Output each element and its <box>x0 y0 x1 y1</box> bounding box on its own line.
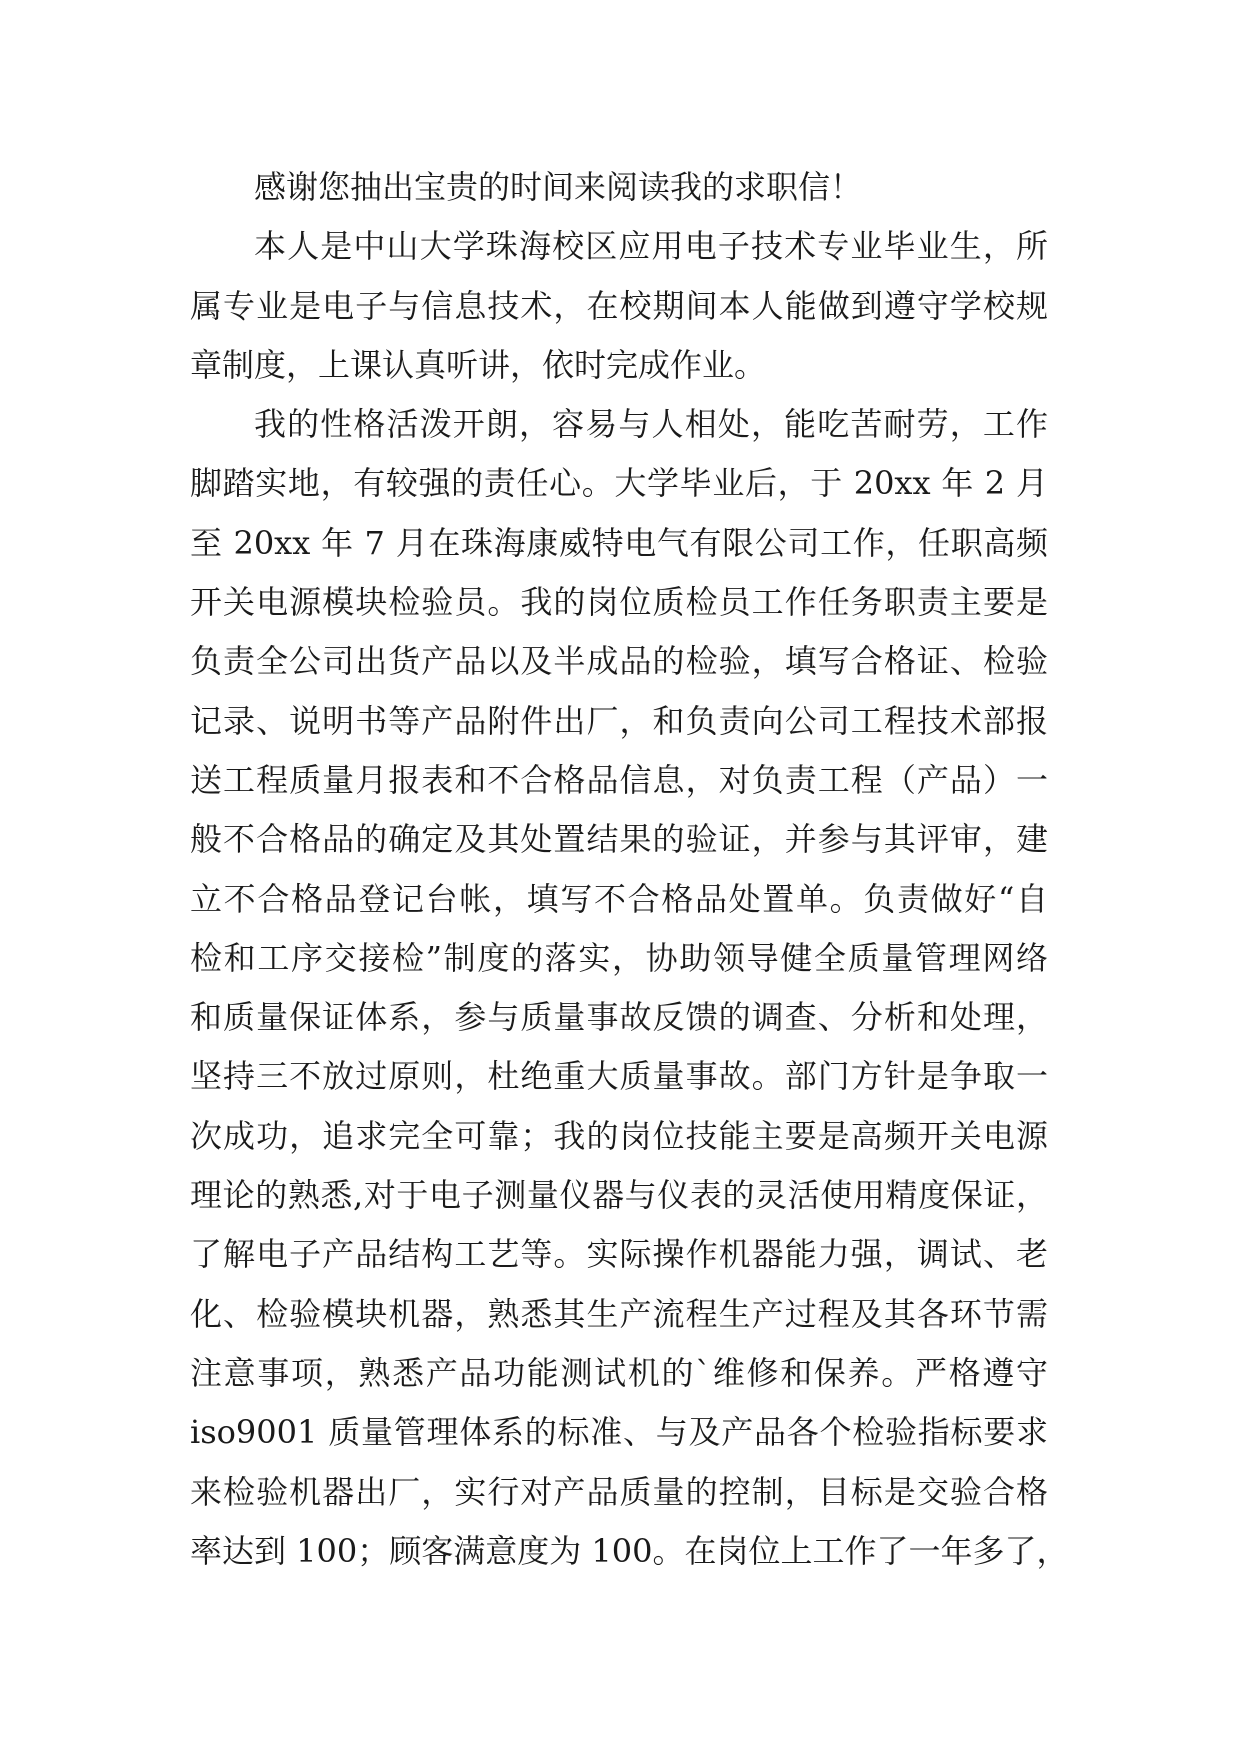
text-line: 本人是中山大学珠海校区应用电子技术专业毕业生，所 <box>254 227 1048 266</box>
text-line: 次成功，追求完全可靠；我的岗位技能主要是高频开关电源 <box>190 1116 1048 1155</box>
text-line: 注意事项，熟悉产品功能测试机的`维修和保养。严格遵守 <box>190 1353 1048 1392</box>
text-line: 化、检验模块机器，熟悉其生产流程生产过程及其各环节需 <box>190 1294 1048 1333</box>
text-line: 了解电子产品结构工艺等。实际操作机器能力强，调试、老 <box>190 1235 1048 1274</box>
text-line: 立不合格品登记台帐，填写不合格品处置单。负责做好“自 <box>190 879 1048 918</box>
text-line: 章制度，上课认真听讲，依时完成作业。 <box>190 345 767 384</box>
text-line: 率达到 100；顾客满意度为 100。在岗位上工作了一年多了， <box>190 1531 1069 1570</box>
text-line: 负责全公司出货产品以及半成品的检验，填写合格证、检验 <box>190 642 1048 681</box>
text-line: 坚持三不放过原则，杜绝重大质量事故。部门方针是争取一 <box>190 1057 1048 1096</box>
text-line: 我的性格活泼开朗，容易与人相处，能吃苦耐劳，工作 <box>254 405 1048 444</box>
text-line: 来检验机器出厂，实行对产品质量的控制，目标是交验合格 <box>190 1472 1048 1511</box>
text-line: iso9001 质量管理体系的标准、与及产品各个检验指标要求 <box>190 1413 1048 1452</box>
text-line: 般不合格品的确定及其处置结果的验证，并参与其评审，建 <box>190 820 1048 859</box>
paragraph-education <box>190 217 1048 395</box>
text-line: 开关电源模块检验员。我的岗位质检员工作任务职责主要是 <box>190 583 1048 622</box>
text-line: 送工程质量月报表和不合格品信息，对负责工程（产品）一 <box>190 760 1048 799</box>
text-line: 检和工序交接检”制度的落实，协助领导健全质量管理网络 <box>190 938 1048 977</box>
paragraph-gratitude <box>190 158 1048 217</box>
text-line: 和质量保证体系，参与质量事故反馈的调查、分析和处理， <box>190 998 1048 1037</box>
text-line: 至 20xx 年 7 月在珠海康威特电气有限公司工作，任职高频 <box>190 523 1048 562</box>
letter-body <box>190 158 1069 1581</box>
text-line: 属专业是电子与信息技术，在校期间本人能做到遵守学校规 <box>190 286 1048 325</box>
text-line: 记录、说明书等产品附件出厂，和负责向公司工程技术部报 <box>190 701 1048 740</box>
text-line: 理论的熟悉,对于电子测量仪器与仪表的灵活使用精度保证， <box>190 1176 1048 1215</box>
text-line: 感谢您抽出宝贵的时间来阅读我的求职信！ <box>254 168 863 206</box>
text-line: 脚踏实地，有较强的责任心。大学毕业后，于 20xx 年 2 月 <box>190 464 1048 503</box>
paragraph-experience <box>190 395 1069 1581</box>
